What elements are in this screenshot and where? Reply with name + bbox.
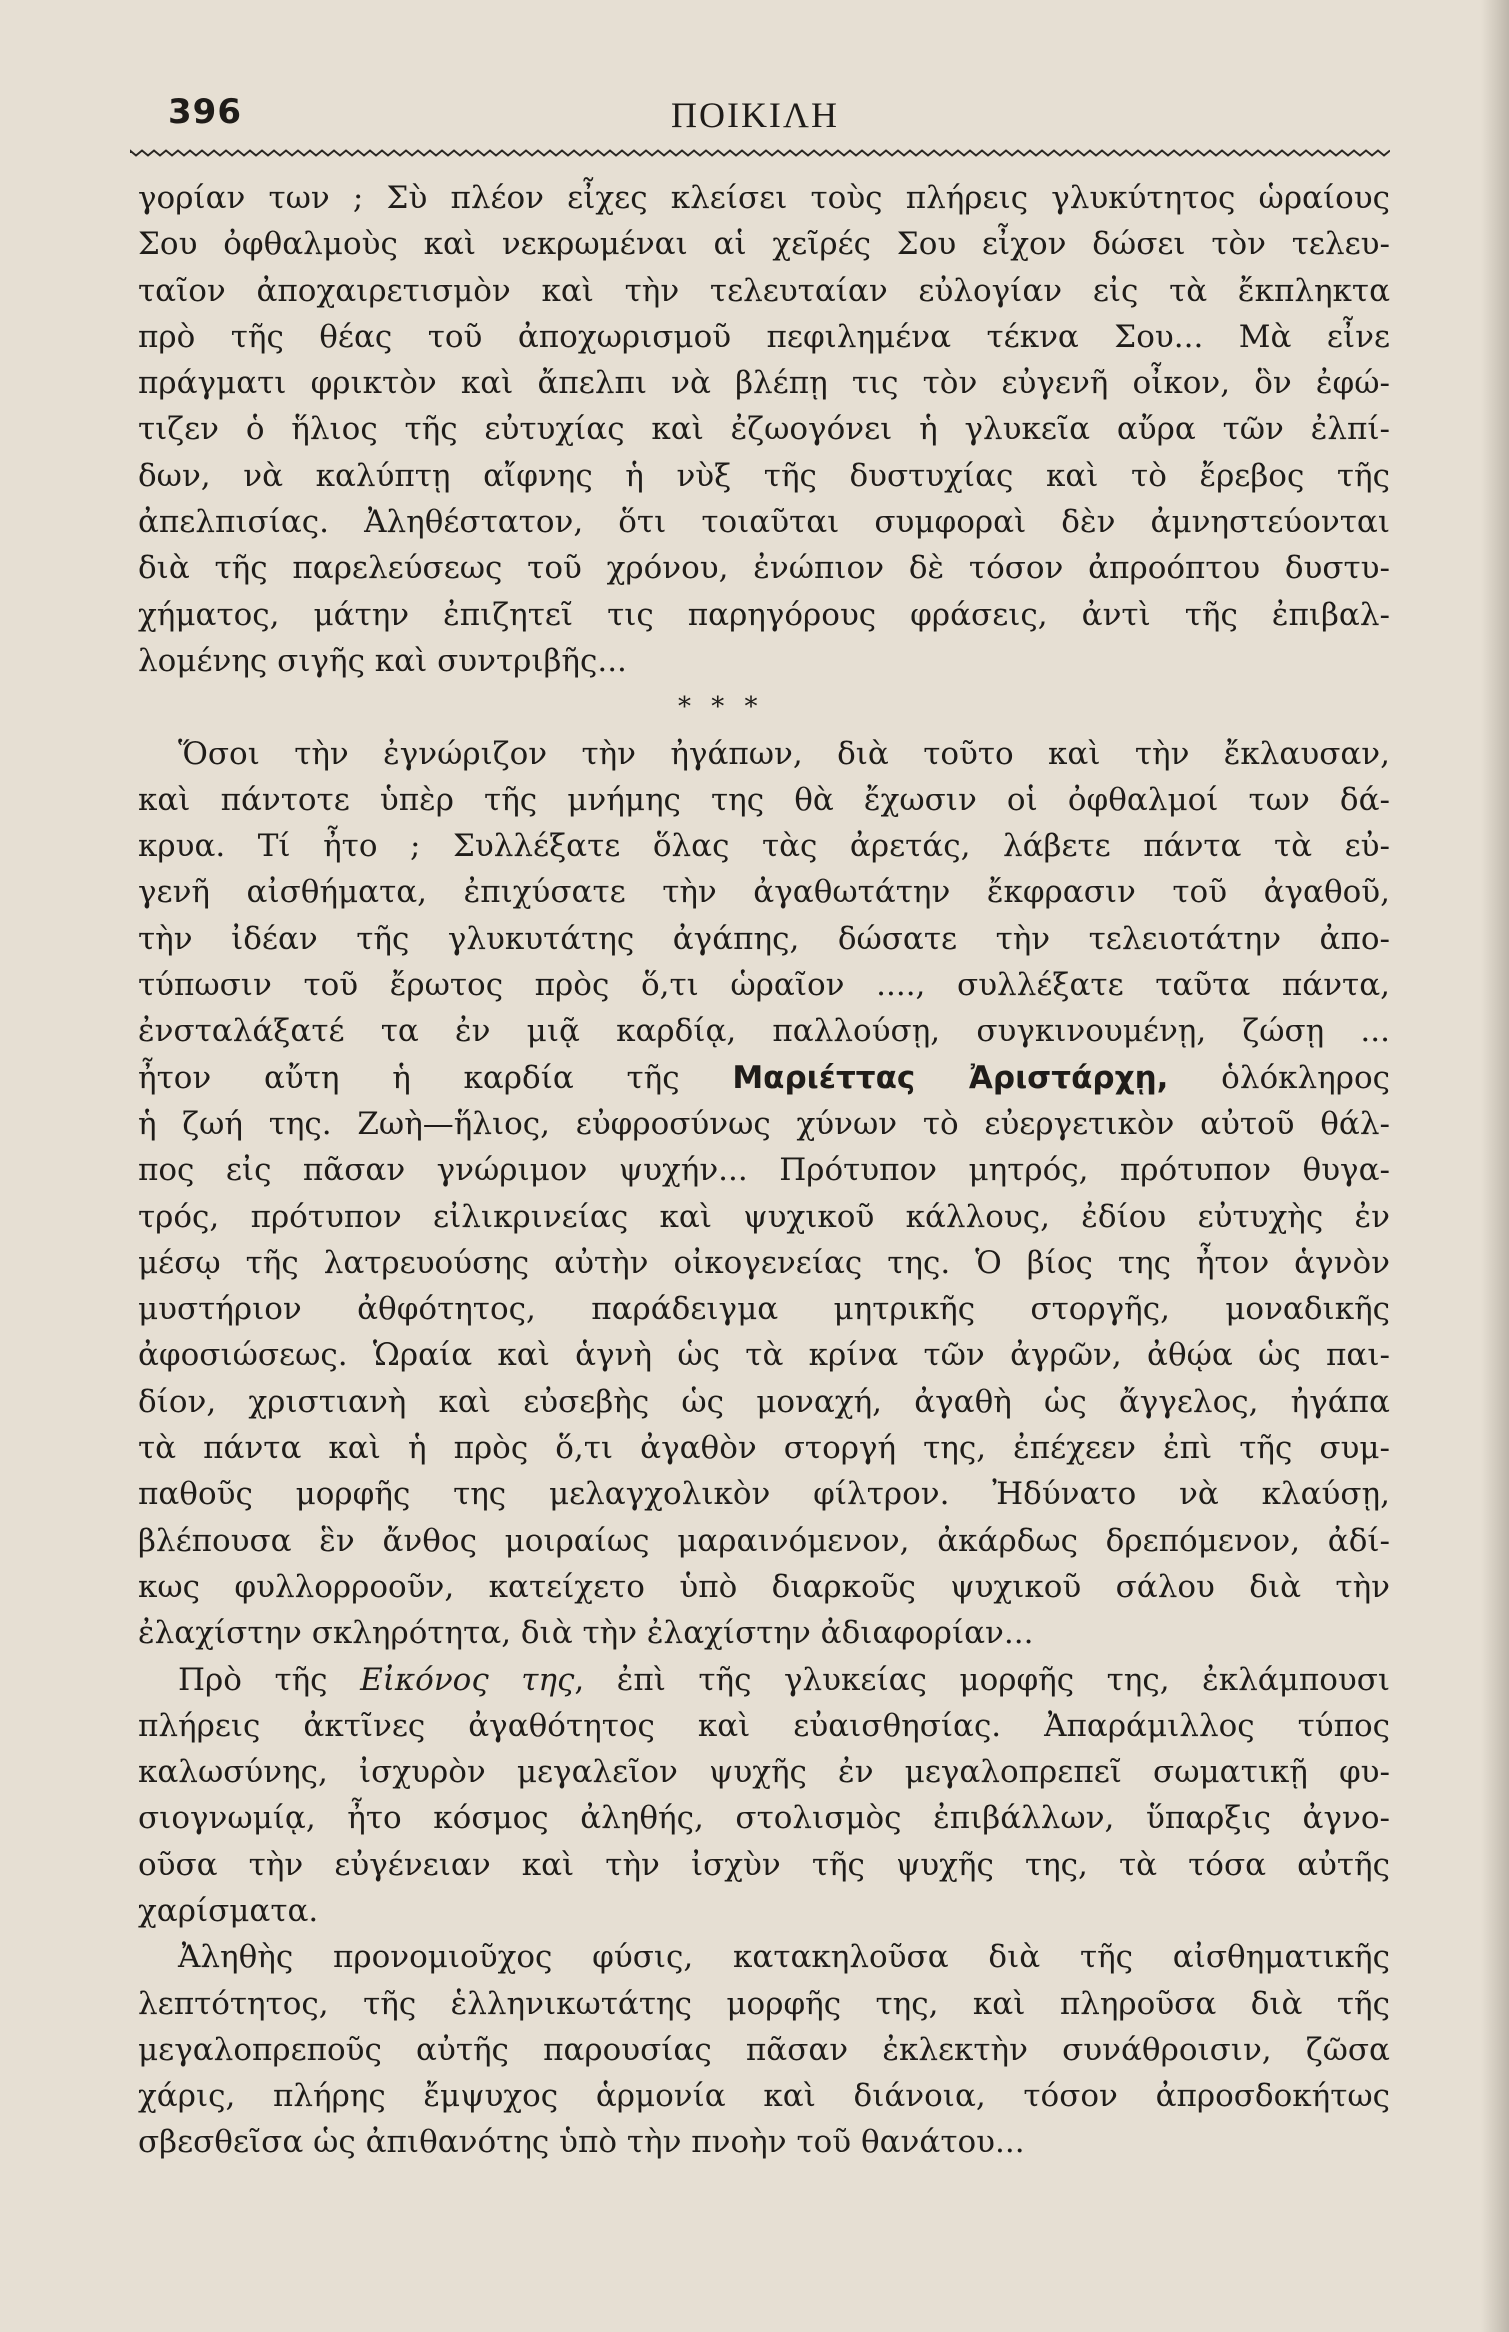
text-line: τὰ πάντα καὶ ἡ πρὸς ὅ,τι ἀγαθὸν στοργή της, ἐπέχεεν ἐπὶ τῆς συμ- (138, 1430, 1390, 1467)
text-line: τύπωσιν τοῦ ἔρωτος πρὸς ὅ,τι ὡραῖον ...., συλλέξατε ταῦτα πάντα, (138, 967, 1390, 1004)
text-line: λομένης σιγῆς καὶ συντριβῆς... (138, 642, 627, 679)
page-number: 396 (168, 92, 242, 132)
text-line: παθοῦς μορφῆς της μελαγχολικὸν φίλτρον. Ἠδύνατο νὰ κλαύσῃ, (138, 1476, 1390, 1513)
text-line: οῦσα τὴν εὐγένειαν καὶ τὴν ἰσχὺν τῆς ψυχῆς της, τὰ τόσα αὐτῆς (138, 1846, 1390, 1883)
text-line-with-name (138, 1055, 1390, 1101)
name-line-suffix: ὁλόκληρος (1168, 1059, 1390, 1096)
running-title: ΠΟΙΚΙΛΗ (670, 95, 840, 135)
text-line: μέσῳ τῆς λατρευούσης αὐτὴν οἰκογενείας της. Ὁ βίος της ἦτον ἁγνὸν (138, 1244, 1390, 1281)
text-line: τιζεν ὁ ἥλιος τῆς εὐτυχίας καὶ ἐζωογόνει ἡ γλυκεῖα αὔρα τῶν ἐλπί- (138, 411, 1390, 448)
text-line-with-italic (138, 1657, 1390, 1703)
text-line: πράγματι φρικτὸν καὶ ἄπελπι νὰ βλέπῃ τις τὸν εὐγενῆ οἶκον, ὃν ἐφώ- (138, 365, 1390, 402)
page-spine-shadow (1481, 0, 1509, 2332)
text-line: ταῖον ἀποχαιρετισμὸν καὶ τὴν τελευταίαν εὐλογίαν εἰς τὰ ἔκπληκτα (138, 272, 1390, 309)
text-line: σβεσθεῖσα ὡς ἀπιθανότης ὑπὸ τὴν πνοὴν τοῦ θανάτου... (138, 2124, 1025, 2161)
italic-phrase: Εἰκόνος της (360, 1661, 575, 1698)
text-line: ἀφοσιώσεως. Ὡραία καὶ ἁγνὴ ὡς τὰ κρίνα τῶν ἀγρῶν, ἀθῴα ὡς παι- (138, 1337, 1390, 1374)
section-separator: * * * (678, 692, 764, 723)
text-line: σιογνωμίᾳ, ἦτο κόσμος ἀληθής, στολισμὸς ἐπιβάλλων, ὕπαρξις ἀγνο- (138, 1800, 1390, 1837)
text-line: κρυα. Τί ἦτο ; Συλλέξατε ὅλας τὰς ἀρετάς, λάβετε πάντα τὰ εὐ- (138, 828, 1390, 865)
text-line: τρός, πρότυπον εἰλικρινείας καὶ ψυχικοῦ κάλλους, ἐδίου εὐτυχὴς ἐν (138, 1198, 1390, 1235)
text-line: κως φυλλορροοῦν, κατείχετο ὑπὸ διαρκοῦς ψυχικοῦ σάλου διὰ τὴν (138, 1568, 1390, 1605)
text-line: Σου ὀφθαλμοὺς καὶ νεκρωμέναι αἱ χεῖρές Σου εἶχον δώσει τὸν τελευ- (138, 226, 1390, 263)
text-line: Ἀληθὴς προνομιοῦχος φύσις, κατακηλοῦσα διὰ τῆς αἰσθηματικῆς (178, 1939, 1390, 1976)
person-name: Μαριέττας Ἀριστάρχῃ, (732, 1059, 1169, 1096)
text-line: ἀπελπισίας. Ἀληθέστατον, ὅτι τοιαῦται συμφοραὶ δὲν ἀμνηστεύονται (138, 504, 1390, 541)
text-line: μυστήριον ἀθφότητος, παράδειγμα μητρικῆς στοργῆς, μοναδικῆς (138, 1291, 1390, 1328)
text-line: ἐλαχίστην σκληρότητα, διὰ τὴν ἐλαχίστην ἀδιαφορίαν... (138, 1615, 1034, 1652)
text-line: πος εἰς πᾶσαν γνώριμον ψυχήν... Πρότυπον μητρός, πρότυπον θυγα- (138, 1152, 1390, 1189)
text-line: δίον, χριστιανὴ καὶ εὐσεβὴς ὡς μοναχή, ἀγαθὴ ὡς ἄγγελος, ἠγάπα (138, 1383, 1390, 1420)
text-line: γορίαν των ; Σὺ πλέον εἶχες κλείσει τοὺς πλήρεις γλυκύτητος ὡραίους (138, 180, 1390, 216)
para3-suffix: , ἐπὶ τῆς γλυκείας μορφῆς της, ἐκλάμπουσι (574, 1661, 1390, 1698)
text-line: διὰ τῆς παρελεύσεως τοῦ χρόνου, ἐνώπιον δὲ τόσον ἀπροόπτου δυστυ- (138, 550, 1390, 587)
text-line: τὴν ἰδέαν τῆς γλυκυτάτης ἀγάπης, δώσατε τὴν τελειοτάτην ἀπο- (138, 920, 1390, 957)
text-line: καλωσύνης, ἰσχυρὸν μεγαλεῖον ψυχῆς ἐν μεγαλοπρεπεῖ σωματικῇ φυ- (138, 1754, 1390, 1791)
text-line: χήματος, μάτην ἐπιζητεῖ τις παρηγόρους φράσεις, ἀντὶ τῆς ἐπιβαλ- (138, 596, 1390, 633)
text-line: μεγαλοπρεποῦς αὐτῆς παρουσίας πᾶσαν ἐκλεκτὴν συνάθροισιν, ζῶσα (138, 2031, 1390, 2068)
text-line: χάρις, πλήρης ἔμψυχος ἁρμονία καὶ διάνοια, τόσον ἀπροσδοκήτως (138, 2078, 1390, 2115)
text-line: βλέπουσα ἓν ἄνθος μοιραίως μαραινόμενον, ἀκάρδως δρεπόμενον, ἀδί- (138, 1522, 1390, 1559)
text-line: καὶ πάντοτε ὑπὲρ τῆς μνήμης της θὰ ἔχωσιν οἱ ὀφθαλμοί των δά- (138, 781, 1390, 818)
text-line: λεπτότητος, τῆς ἑλληνικωτάτης μορφῆς της, καὶ πληροῦσα διὰ τῆς (138, 1985, 1390, 2022)
page-header (130, 92, 1380, 144)
text-line: χαρίσματα. (138, 1892, 319, 1929)
wavy-header-rule (130, 148, 1390, 158)
name-line-prefix: ἦτον αὔτη ἡ καρδία τῆς (138, 1059, 733, 1096)
text-line: Ὅσοι τὴν ἐγνώριζον τὴν ἠγάπων, διὰ τοῦτο καὶ τὴν ἔκλαυσαν, (178, 735, 1390, 772)
text-line: γενῆ αἰσθήματα, ἐπιχύσατε τὴν ἀγαθωτάτην ἔκφρασιν τοῦ ἀγαθοῦ, (138, 874, 1390, 911)
text-line: πρὸ τῆς θέας τοῦ ἀποχωρισμοῦ πεφιλημένα τέκνα Σου... Μὰ εἶνε (138, 318, 1390, 355)
text-line: δων, νὰ καλύπτῃ αἴφνης ἡ νὺξ τῆς δυστυχίας καὶ τὸ ἔρεβος τῆς (138, 457, 1390, 494)
body-text (138, 175, 1390, 2166)
text-line: ἡ ζωή της. Ζωὴ—ἥλιος, εὐφροσύνως χύνων τὸ εὐεργετικὸν αὐτοῦ θάλ- (138, 1105, 1390, 1142)
text-line: πλήρεις ἀκτῖνες ἀγαθότητος καὶ εὐαισθησίας. Ἀπαράμιλλος τύπος (138, 1707, 1390, 1744)
para3-prefix: Πρὸ τῆς (178, 1661, 361, 1698)
text-line: ἐνσταλάξατέ τα ἐν μιᾷ καρδίᾳ, παλλούσῃ, συγκινουμένῃ, ζώσῃ ... (138, 1013, 1390, 1050)
